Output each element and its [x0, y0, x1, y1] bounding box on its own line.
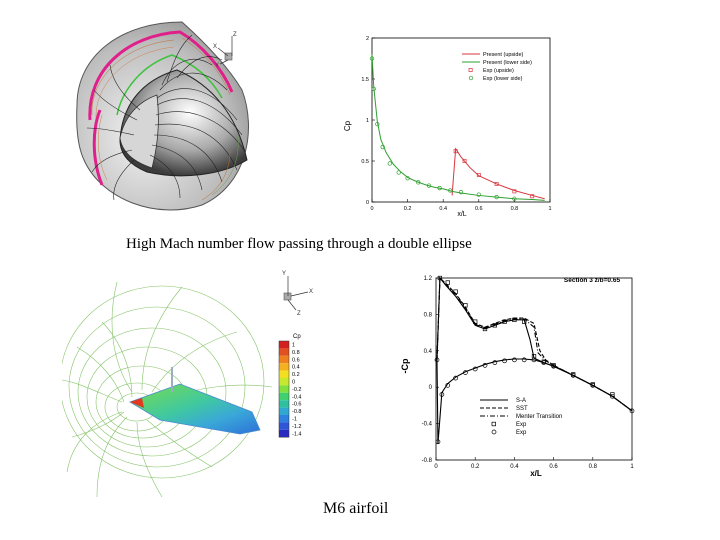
chart2-legend-label: S-A	[516, 398, 527, 404]
chart2-ytick-label: 0.8	[423, 312, 432, 319]
chart1-xtick-label: 0.8	[510, 206, 519, 212]
chart2-legend-label: Exp	[516, 422, 527, 428]
chart2-xlabel: x/L	[530, 469, 542, 478]
chart2-svg	[396, 268, 636, 480]
axis-z-label-bottom: Z	[297, 311, 301, 317]
colorbar-cell	[279, 363, 289, 370]
axes-triad-top	[213, 32, 237, 69]
chart2-legend-marker	[492, 422, 496, 426]
colorbar-cell	[279, 385, 289, 392]
cp-colorbar-svg	[277, 331, 317, 441]
colorbar-title: Cp	[293, 334, 301, 340]
colorbar-label: -1.2	[292, 423, 302, 430]
chart1-ytick-label: 0.5	[361, 159, 369, 165]
m6-wing-contour-image	[62, 262, 378, 500]
chart1-legend-label: Present (lower side)	[483, 60, 532, 66]
chart1-xlabel: x/L	[457, 211, 467, 218]
chart2-ytick-label: 1.2	[423, 276, 432, 282]
chart1-ytick-label: 1	[365, 118, 369, 124]
chart1-ylabel: Cp	[343, 120, 352, 132]
chart2-xtick-label: 0.4	[510, 464, 519, 470]
chart2-legend-label: Menter Transition	[516, 414, 563, 420]
chart1-legend-marker	[469, 76, 473, 80]
chart2-frame	[436, 278, 632, 460]
colorbar-label: -0.8	[292, 409, 302, 416]
axis-x-label: X	[213, 44, 218, 50]
chart2-xtick-label: 1	[630, 464, 634, 470]
colorbar-cell	[279, 422, 289, 429]
colorbar-label: -1	[292, 416, 297, 423]
chart2-ytick-label: -0.4	[421, 421, 432, 428]
colorbar-label: 0.8	[292, 349, 300, 356]
chart2-ytick-label: 0.4	[423, 348, 432, 355]
caption-double-ellipse: High Mach number flow passing through a double ellipse	[126, 236, 472, 252]
axis-y-label: Y	[215, 63, 220, 69]
m6-section-cp-chart	[396, 268, 636, 480]
axis-y-label-bottom: Y	[282, 271, 287, 277]
m6-wing-render	[62, 262, 378, 500]
chart1-xtick-label: 1	[548, 206, 552, 212]
colorbar-cell	[279, 371, 289, 378]
chart1-legend-label: Present (upside)	[483, 52, 524, 58]
chart1-ytick-label: 0	[365, 200, 369, 206]
colorbar-label: -1.4	[292, 431, 302, 438]
chart2-ytick-label: 0	[428, 385, 432, 392]
chart2-ylabel: -Cp	[400, 358, 410, 374]
chart2-ytick-label: -0.8	[421, 458, 432, 464]
chart2-xtick-label: 0	[434, 464, 438, 470]
colorbar-label: 0	[292, 379, 296, 386]
chart2-xtick-label: 0.8	[588, 464, 597, 470]
caption-m6-airfoil: M6 airfoil	[323, 500, 389, 517]
cp-colorbar	[277, 331, 317, 441]
colorbar-label: 1	[292, 342, 296, 349]
colorbar-cell	[279, 415, 289, 422]
chart1-series-line	[452, 149, 545, 199]
double-ellipse-render	[62, 10, 262, 215]
colorbar-label: 0.6	[292, 357, 300, 364]
chart2-xtick-label: 0.6	[549, 464, 558, 470]
chart1-legend-label: Exp (lower side)	[483, 76, 523, 82]
double-ellipse-flow-image	[62, 10, 262, 215]
colorbar-cell	[279, 378, 289, 385]
colorbar-cell	[279, 341, 289, 348]
axis-z-label: Z	[233, 32, 237, 38]
colorbar-label: -0.2	[292, 386, 302, 393]
colorbar-cell	[279, 348, 289, 355]
colorbar-label: 0.4	[292, 364, 300, 371]
colorbar-cell	[279, 393, 289, 400]
chart1-ytick-label: 2	[365, 36, 369, 42]
chart1-ytick-label: 1.5	[361, 77, 369, 83]
axis-x-label-bottom: X	[309, 289, 314, 295]
colorbar-cell	[279, 408, 289, 415]
chart2-title: Section 3 z/b=0.65	[563, 277, 621, 284]
double-ellipse-cp-chart	[340, 30, 555, 220]
chart1-xtick-label: 0	[370, 206, 374, 212]
chart2-legend-label: Exp	[516, 430, 527, 436]
colorbar-cell	[279, 400, 289, 407]
colorbar-label: 0.2	[292, 372, 300, 379]
chart1-xtick-label: 0.6	[474, 206, 483, 212]
colorbar-label: -0.4	[292, 394, 302, 401]
wing-surface	[130, 384, 260, 434]
chart1-legend-label: Exp (upside)	[483, 68, 514, 74]
chart2-xtick-label: 0.2	[471, 464, 480, 470]
chart2-legend-marker	[492, 430, 496, 434]
chart1-legend-marker	[469, 68, 472, 71]
axes-triad-bottom	[282, 271, 313, 317]
chart1-point	[397, 171, 401, 175]
chart1-svg	[340, 30, 555, 220]
chart2-legend-label: SST	[516, 406, 528, 412]
colorbar-label: -0.6	[292, 401, 302, 408]
chart1-xtick-label: 0.2	[403, 206, 412, 212]
chart2-series-line	[437, 359, 632, 444]
colorbar-cell	[279, 430, 289, 437]
colorbar-cell	[279, 356, 289, 363]
chart1-xtick-label: 0.4	[439, 206, 448, 212]
chart1-point	[388, 162, 392, 166]
